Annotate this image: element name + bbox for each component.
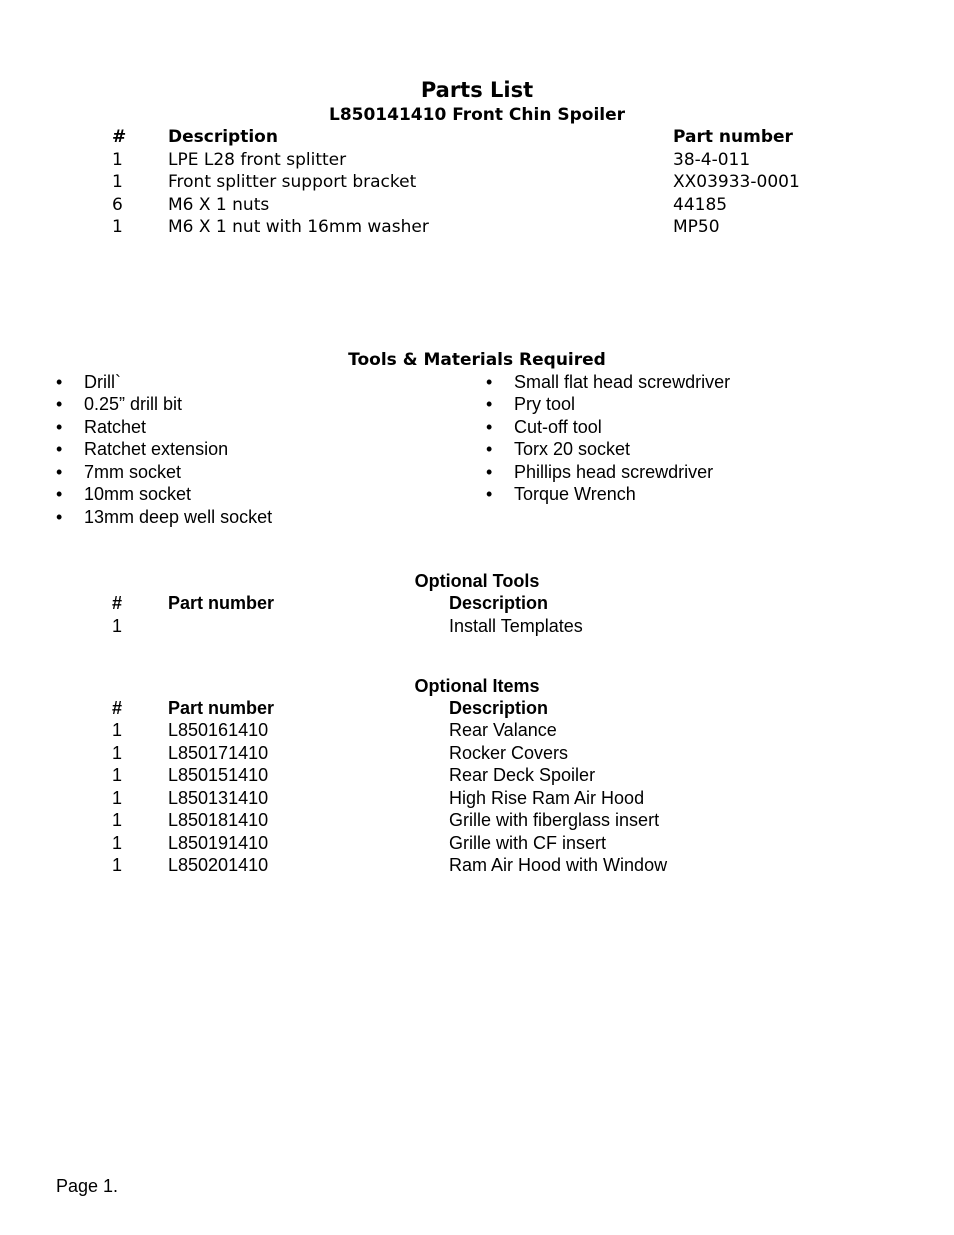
tool-label: 13mm deep well socket [84, 507, 273, 527]
qty-header: # [112, 127, 127, 147]
product-subtitle: L850141410 Front Chin Spoiler [328, 105, 626, 125]
bullet-icon: • [56, 417, 63, 437]
qty-cell: 1 [112, 217, 123, 237]
tool-label: Ratchet extension [84, 439, 229, 459]
qty-header: # [112, 593, 123, 613]
bullet-icon: • [486, 372, 493, 392]
description-cell: Grille with fiberglass insert [449, 810, 660, 830]
bullet-icon: • [486, 417, 493, 437]
optional-items-header [0, 698, 954, 720]
optional-tools-header [0, 593, 954, 615]
part-number-cell: XX03933-0001 [673, 172, 800, 192]
description-cell: Rocker Covers [449, 743, 569, 763]
optional-tools-title: Optional Tools [414, 571, 540, 591]
description-header: Description [449, 593, 549, 613]
qty-cell: 1 [112, 765, 123, 785]
part-number-cell: L850171410 [168, 743, 269, 763]
qty-header: # [112, 698, 123, 718]
qty-cell: 1 [112, 855, 123, 875]
bullet-icon: • [486, 484, 493, 504]
part-number-header: Part number [168, 593, 275, 613]
bullet-icon: • [56, 372, 63, 392]
optional-items-title: Optional Items [414, 676, 540, 696]
parts-table-header [0, 127, 954, 149]
description-cell: Ram Air Hood with Window [449, 855, 668, 875]
part-number-cell: L850161410 [168, 720, 269, 740]
qty-cell: 1 [112, 172, 123, 192]
part-number-cell: 44185 [673, 195, 728, 215]
table-row [0, 720, 954, 742]
bullet-icon: • [486, 439, 493, 459]
qty-cell: 1 [112, 616, 123, 636]
qty-cell: 1 [112, 743, 123, 763]
table-row [0, 616, 954, 638]
tool-label: Cut-off tool [514, 417, 602, 437]
table-row [0, 217, 954, 239]
part-number-cell: L850181410 [168, 810, 269, 830]
description-header: Description [168, 127, 278, 147]
part-number-cell: L850201410 [168, 855, 269, 875]
table-row [0, 833, 954, 855]
tool-label: Torque Wrench [514, 484, 636, 504]
qty-cell: 1 [112, 720, 123, 740]
tool-label: Phillips head screwdriver [514, 462, 714, 482]
table-row [0, 172, 954, 194]
bullet-icon: • [56, 439, 63, 459]
tool-label: Torx 20 socket [514, 439, 631, 459]
part-number-cell: 38-4-011 [673, 150, 751, 170]
description-header: Description [449, 698, 549, 718]
part-number-header: Part number [673, 127, 793, 147]
qty-cell: 6 [112, 195, 123, 215]
table-row [0, 788, 954, 810]
part-number-cell: MP50 [673, 217, 720, 237]
bullet-icon: • [56, 394, 63, 414]
table-row [0, 810, 954, 832]
part-number-cell: L850191410 [168, 833, 269, 853]
description-cell: Install Templates [449, 616, 583, 636]
table-row [0, 765, 954, 787]
page-number: Page 1. [56, 1176, 119, 1196]
tools-title: Tools & Materials Required [348, 350, 606, 370]
part-number-cell: L850131410 [168, 788, 269, 808]
qty-cell: 1 [112, 833, 123, 853]
table-row [0, 195, 954, 217]
tool-label: 0.25” drill bit [84, 394, 183, 414]
table-row [0, 150, 954, 172]
qty-cell: 1 [112, 150, 123, 170]
part-number-header: Part number [168, 698, 275, 718]
page-title: Parts List [420, 78, 534, 102]
tool-label: Drill` [84, 372, 121, 392]
table-row [0, 855, 954, 877]
description-cell: Grille with CF insert [449, 833, 607, 853]
qty-cell: 1 [112, 788, 123, 808]
qty-cell: 1 [112, 810, 123, 830]
description-cell: M6 X 1 nuts [168, 195, 270, 215]
bullet-icon: • [486, 394, 493, 414]
part-number-cell: L850151410 [168, 765, 269, 785]
bullet-icon: • [56, 484, 63, 504]
tool-label: Ratchet [84, 417, 147, 437]
description-cell: Rear Deck Spoiler [449, 765, 596, 785]
description-cell: Front splitter support bracket [168, 172, 417, 192]
description-cell: Rear Valance [449, 720, 557, 740]
tool-label: Small flat head screwdriver [514, 372, 731, 392]
tool-label: 10mm socket [84, 484, 192, 504]
bullet-icon: • [56, 462, 63, 482]
description-cell: High Rise Ram Air Hood [449, 788, 645, 808]
bullet-icon: • [56, 507, 63, 527]
table-row [0, 743, 954, 765]
description-cell: M6 X 1 nut with 16mm washer [168, 217, 429, 237]
tool-label: Pry tool [514, 394, 576, 414]
tool-label: 7mm socket [84, 462, 182, 482]
bullet-icon: • [486, 462, 493, 482]
description-cell: LPE L28 front splitter [168, 150, 347, 170]
